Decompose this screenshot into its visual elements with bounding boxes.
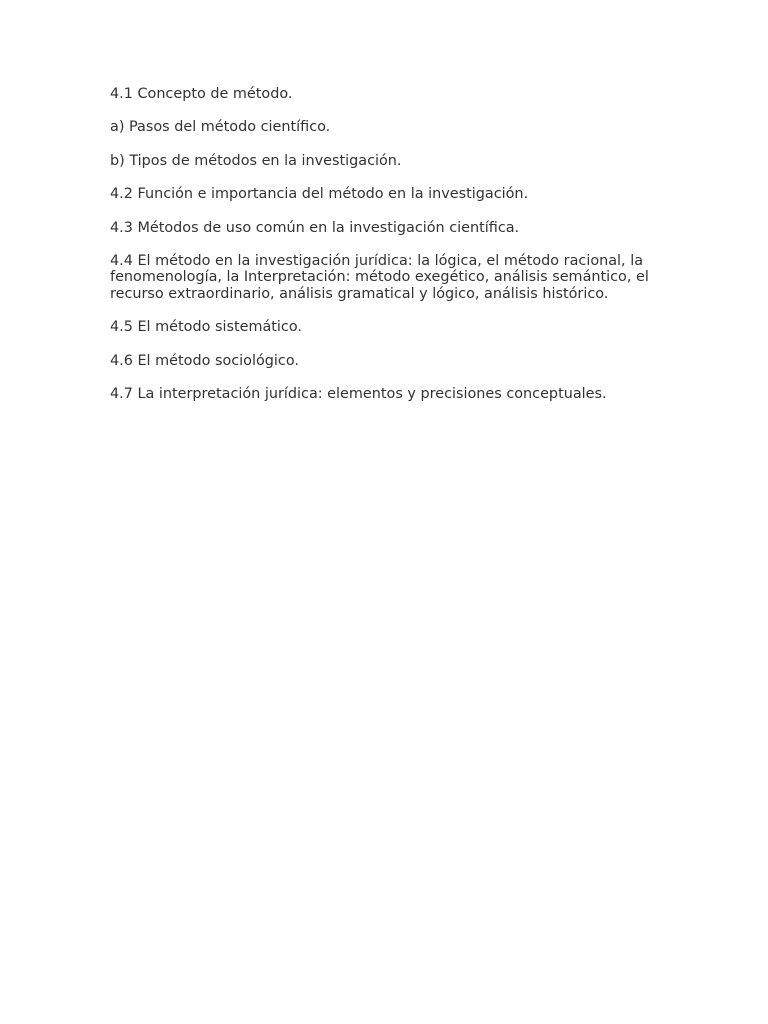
item-4-4: 4.4 El método en la investigación jurídica: la lógica, el método racional, la fenomenología, la Interpretación: método exegético, análisis semántico, el recurso extraordinario, análisis gramatical y lógico, análisis histórico. <box>110 253 649 302</box>
item-4-1-b: b) Tipos de métodos en la investigación. <box>110 152 402 169</box>
item-4-6: 4.6 El método sociológico. <box>110 352 299 369</box>
item-4-2: 4.2 Función e importancia del método en la investigación. <box>110 186 529 203</box>
item-4-1-a: a) Pasos del método científico. <box>110 119 331 136</box>
item-4-1: 4.1 Concepto de método. <box>110 86 293 102</box>
item-4-5: 4.5 El método sistemático. <box>110 319 302 336</box>
item-4-3: 4.3 Métodos de uso común en la investigación científica. <box>110 219 520 236</box>
item-4-7: 4.7 La interpretación jurídica: elementos y precisiones conceptuales. <box>110 386 607 403</box>
document-body <box>110 86 670 419</box>
